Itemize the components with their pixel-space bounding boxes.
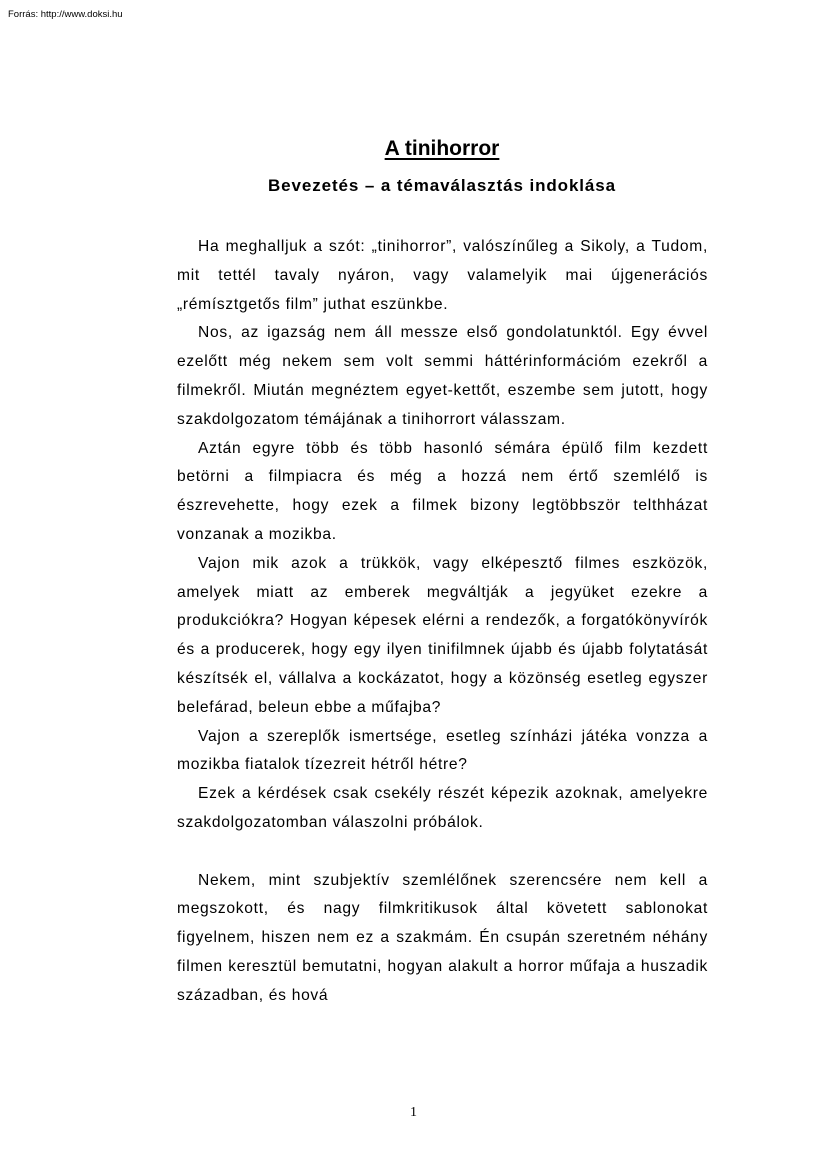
paragraph: Aztán egyre több és több hasonló sémára épülő film kezdett betörni a filmpiacra és még a hozzá nem értő szemlélő is észrevehette, hogy ezek a filmek bizony legtöbbször telthházat vonzanak a mozikba.	[177, 439, 708, 543]
paragraph: Nekem, mint szubjektív szemlélőnek szerencsére nem kell a megszokott, és nagy filmkritikusok által követett sablonokat figyelnem, hiszen nem ez a szakmám. Én csupán szeretném néhány filmen keresztül bemutatni, hogyan alakult a horror műfaja a huszadik században, és hová	[177, 871, 708, 1004]
document-body	[177, 233, 708, 1011]
source-note: Forrás: http://www.doksi.hu	[8, 9, 123, 20]
paragraph: Ha meghalljuk a szót: „tinihorror”, valószínűleg a Sikoly, a Tudom, mit tettél tavaly nyáron, vagy valamelyik mai újgenerációs „rémísztgetős film” juthat eszünkbe.	[177, 238, 708, 313]
document-subtitle: Bevezetés – a témaválasztás indoklása	[268, 176, 616, 195]
paragraph: Nos, az igazság nem áll messze első gondolatunktól. Egy évvel ezelőtt még nekem sem volt semmi háttérinformációm ezekről a filmekről. Miután megnéztem egyet-kettőt, eszembe sem jutott, hogy szakdolgozatom témájának a tinihorrort válasszam.	[177, 324, 708, 428]
paragraph: Vajon a szereplők ismertsége, esetleg színházi játéka vonzza a mozikba fiatalok tízezreit hétről hétre?	[177, 727, 708, 774]
paragraph: Vajon mik azok a trükkök, vagy elképesztő filmes eszközök, amelyek miatt az emberek megváltják a jegyüket ezekre a produkciókra? Hogyan képesek elérni a rendezők, a forgatókönyvírók és a producerek, hogy egy ilyen tinifilmnek újabb és újabb folytatását készítsék el, vállalva a kockázatot, hogy a közönség esetleg egyszer belefárad, beleun ebbe a műfajba?	[177, 554, 708, 716]
paragraph: Ezek a kérdések csak csekély részét képezik azoknak, amelyekre szakdolgozatomban válaszolni próbálok.	[177, 785, 708, 831]
page-number: 1	[410, 1105, 417, 1120]
paragraph-gap	[177, 838, 708, 867]
document-title: A tinihorror	[384, 137, 500, 160]
